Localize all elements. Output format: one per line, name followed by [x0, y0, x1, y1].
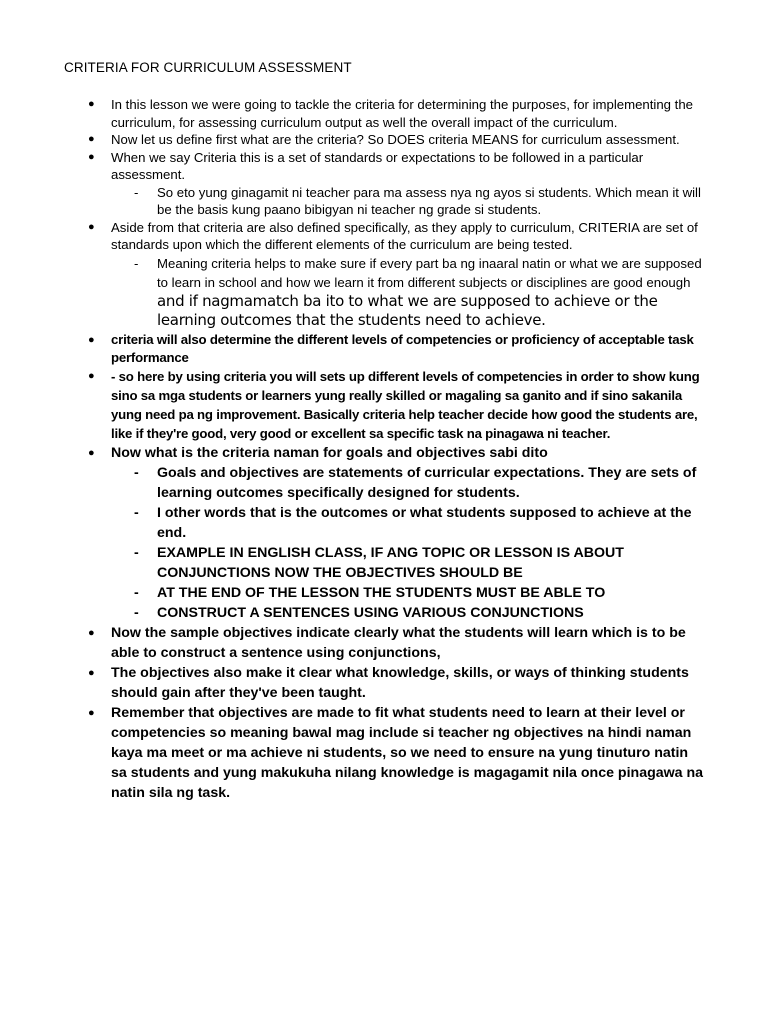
dash-marker: -	[134, 544, 139, 561]
bullet-marker: ●	[88, 220, 95, 233]
list-item-text-continued: and if nagmamatch ba ito to what we are supposed to achieve or the learning outcomes that the students need to achieve.	[157, 291, 658, 329]
bullet-list	[0, 96, 768, 803]
list-item	[0, 367, 706, 443]
list-item-text: Now let us define first what are the criteria? So DOES criteria MEANS for curriculum assessment.	[111, 132, 680, 147]
list-item	[0, 703, 706, 803]
list-item	[0, 96, 706, 131]
bullet-marker: ●	[88, 626, 95, 639]
dash-marker: -	[134, 584, 139, 601]
bullet-marker: ●	[88, 446, 95, 459]
list-item	[0, 131, 706, 149]
list-item-text: So eto yung ginagamit ni teacher para ma assess nya ng ayos si students. Which mean it will be the basis kung paano bibigyan ni teacher ng grade si students.	[157, 184, 701, 217]
sub-list-item	[0, 583, 708, 603]
sub-list-item	[0, 503, 708, 543]
list-item-text: - so here by using criteria you will sets up different levels of competencies in order to show kung sino sa mga students or learners yung really skilled or magaling sa ganito and if sino sakanila yung need pa ng improvement. Basically criteria help teacher decide how good the students are, like if they're good, very good or excellent sa specific task na pinagawa ni teacher.	[111, 368, 700, 441]
list-item-text: The objectives also make it clear what knowledge, skills, or ways of thinking students should gain after they've been taught.	[111, 664, 689, 701]
list-item	[0, 623, 706, 663]
list-item-text: Aside from that criteria are also defined specifically, as they apply to curriculum, CRITERIA are set of standards upon which the different elements of the curriculum are being tested.	[111, 219, 698, 252]
list-item-text: criteria will also determine the different levels of competencies or proficiency of acceptable task performance	[111, 331, 694, 365]
list-item	[0, 149, 706, 184]
sub-list-item	[0, 254, 708, 330]
bullet-marker: ●	[88, 666, 95, 679]
list-item	[0, 219, 706, 254]
list-item-text: Remember that objectives are made to fit what students need to learn at their level or competencies so meaning bawal mag include si teacher ng objectives na hindi naman kaya ma meet or ma achieve ni students, so we need to ensure na yung tinuturo natin sa students and yung makukuha nilang knowledge is magagamit nila once pinagawa na natin sila ng task.	[111, 704, 704, 801]
list-item-text: Now the sample objectives indicate clearly what the students will learn which is to be able to construct a sentence using conjunctions,	[111, 624, 686, 661]
dash-marker: -	[134, 184, 139, 200]
sub-list-item	[0, 463, 708, 503]
list-item-text: AT THE END OF THE LESSON THE STUDENTS MUST BE ABLE TO	[157, 584, 606, 601]
list-item-text: EXAMPLE IN ENGLISH CLASS, IF ANG TOPIC OR LESSON IS ABOUT CONJUNCTIONS NOW THE OBJECTIVES SHOULD BE	[157, 544, 624, 581]
bullet-marker: ●	[88, 333, 95, 346]
list-item-text: In this lesson we were going to tackle the criteria for determining the purposes, for implementing the curriculum, for assessing curriculum output as well the overall impact of the curriculum.	[111, 97, 694, 130]
bullet-marker: ●	[88, 98, 95, 110]
list-item-text: I other words that is the outcomes or what students supposed to achieve at the end.	[157, 504, 692, 541]
page-title: CRITERIA FOR CURRICULUM ASSESSMENT	[64, 60, 352, 75]
dash-marker: -	[134, 464, 139, 481]
list-item-text: CONSTRUCT A SENTENCES USING VARIOUS CONJUNCTIONS	[157, 604, 584, 621]
dash-marker: -	[134, 255, 139, 271]
list-item-text: Meaning criteria helps to make sure if every part ba ng inaaral natin or what we are supposed to learn in school and how we learn it from different subjects or disciplines are good enough	[157, 255, 702, 290]
bullet-marker: ●	[88, 150, 95, 163]
bullet-marker: ●	[88, 369, 95, 382]
sub-list-item	[0, 603, 708, 623]
list-item-text: Goals and objectives are statements of curricular expectations. They are sets of learning outcomes specifically designed for students.	[157, 464, 697, 501]
list-item	[0, 331, 706, 367]
sub-list-item	[0, 184, 708, 219]
list-item-text: When we say Criteria this is a set of standards or expectations to be followed in a particular assessment.	[111, 149, 644, 182]
list-item	[0, 443, 706, 463]
bullet-marker: ●	[88, 706, 95, 719]
sub-list-item	[0, 543, 708, 583]
bullet-marker: ●	[88, 133, 95, 145]
list-item	[0, 663, 706, 703]
dash-marker: -	[134, 504, 139, 521]
list-item-text: Now what is the criteria naman for goals and objectives sabi dito	[111, 444, 548, 461]
dash-marker: -	[134, 604, 139, 621]
